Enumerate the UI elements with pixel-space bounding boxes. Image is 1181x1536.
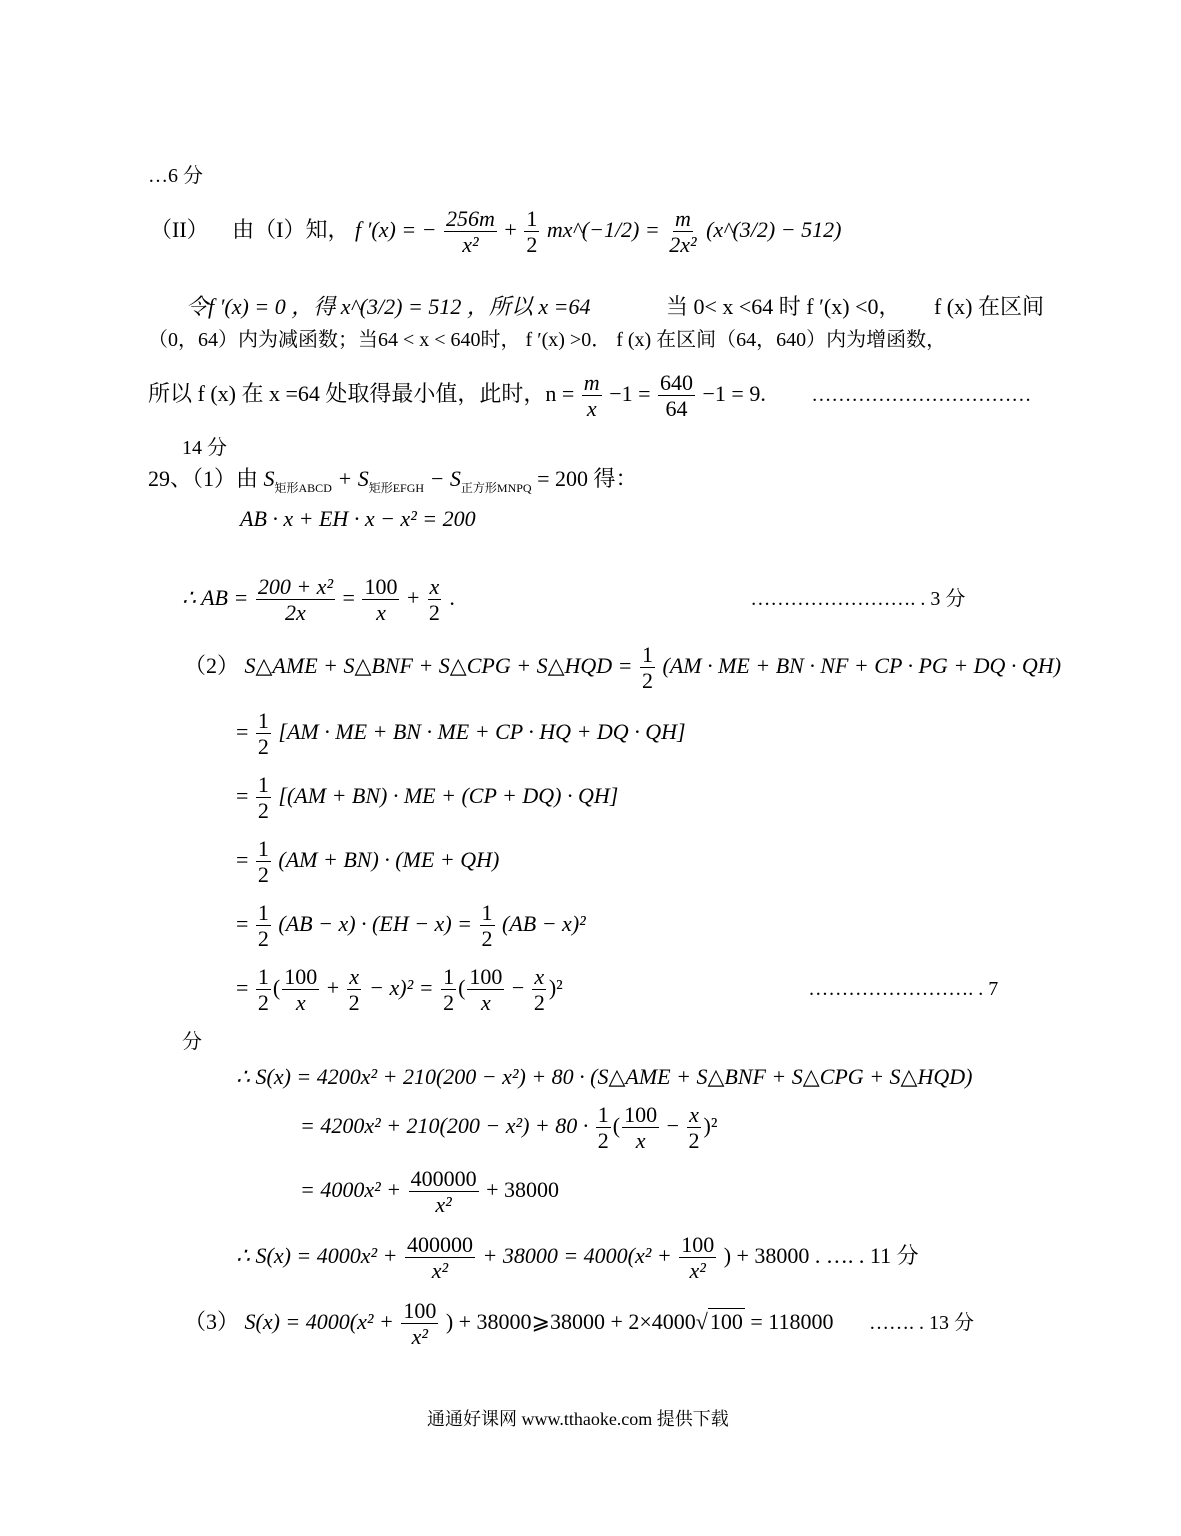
denominator: 2 xyxy=(257,990,269,1016)
fraction xyxy=(441,964,456,1016)
numerator: 100 xyxy=(681,1232,715,1257)
line-part3 xyxy=(184,1298,974,1350)
line-derivative xyxy=(150,206,841,258)
math: = 118000 xyxy=(750,1308,834,1334)
math: AB · x + EH · x − x² = 200 xyxy=(240,506,476,531)
math: ∴ S(x) = 4200x² + 210(200 − x²) + 80 · (S△AME + S△BNF + S△CPG + S△HQD) xyxy=(236,1064,973,1089)
math: = 200 得： xyxy=(537,466,638,491)
line-score-14 xyxy=(182,438,227,458)
fraction xyxy=(401,1298,438,1350)
denominator: 2 xyxy=(597,1128,609,1154)
math: 100 xyxy=(709,1308,743,1334)
math: ) + 38000⩾38000 + 2×4000 xyxy=(445,1308,696,1334)
numerator: 400000 xyxy=(410,1166,477,1191)
text: 29、（1）由 xyxy=(148,466,259,491)
numerator: m xyxy=(674,206,691,231)
fraction xyxy=(256,772,271,824)
denominator: 2 xyxy=(257,798,269,824)
denominator: x xyxy=(481,990,491,1016)
fraction xyxy=(582,370,602,422)
denominator: 2 xyxy=(688,1128,700,1154)
numerator: 200 + x² xyxy=(257,574,334,599)
math: (AB − x)² xyxy=(502,910,586,936)
footer xyxy=(427,1410,729,1428)
fraction xyxy=(256,900,271,952)
leader-dots: …………………………… xyxy=(811,383,1032,406)
math: )² xyxy=(548,974,563,1000)
denominator: x xyxy=(635,1128,646,1154)
sqrt-icon: √ xyxy=(695,1308,708,1334)
fraction xyxy=(679,1232,716,1284)
math: + 38000 = 4000(x² + xyxy=(482,1242,672,1268)
math: = xyxy=(236,974,249,1000)
math: + xyxy=(504,216,517,242)
leader-dots: ……………………. . 3 分 xyxy=(750,587,966,610)
math: = xyxy=(342,584,355,610)
line-score-unit xyxy=(182,1032,202,1052)
math: S(x) = 4000(x² + xyxy=(244,1308,394,1334)
numerator: 640 xyxy=(660,370,694,395)
line-minimum xyxy=(148,370,1031,422)
math: + 38000 xyxy=(486,1176,559,1202)
numerator: 100 xyxy=(284,964,318,989)
math: = xyxy=(236,782,249,808)
denominator: x xyxy=(376,600,386,626)
math: ) + 38000 . …. . 11 分 xyxy=(723,1242,919,1268)
subscript: 正方形MNPQ xyxy=(460,481,532,495)
math: = xyxy=(236,846,249,872)
math: − x)² = xyxy=(369,974,434,1000)
numerator: x xyxy=(689,1102,699,1127)
denominator: 64 xyxy=(665,396,688,422)
fraction xyxy=(658,370,695,422)
numerator: 100 xyxy=(469,964,503,989)
math: − xyxy=(666,1112,680,1138)
text: （0，64）内为减函数；当64 < x < 640时， f ′(x) >0． f (x) 在区间（64，640）内为增函数， xyxy=(148,329,947,351)
line-step4 xyxy=(236,900,586,952)
text: 由（I）知， xyxy=(232,216,350,242)
denominator: x² xyxy=(411,1324,428,1350)
math: . xyxy=(449,584,455,610)
numerator: 1 xyxy=(443,964,455,989)
numerator: x xyxy=(429,574,440,599)
math: S xyxy=(263,466,275,491)
math: (x^(3/2) − 512) xyxy=(706,216,842,242)
subscript: 矩形ABCD xyxy=(274,481,332,495)
math: S△AME + S△BNF + S△CPG + S△HQD = xyxy=(244,652,633,678)
fraction xyxy=(427,574,442,626)
fraction xyxy=(667,206,698,258)
math: (AM · ME + BN · NF + CP · PG + DQ · QH) xyxy=(662,652,1062,678)
math: [AM · ME + BN · ME + CP · HQ + DQ · QH] xyxy=(278,718,686,744)
line-monotonic xyxy=(148,330,946,350)
line-step3 xyxy=(236,836,499,888)
text: 所以 f (x) 在 x =64 处取得最小值，此时，n = xyxy=(148,380,575,406)
numerator: 1 xyxy=(481,900,493,925)
numerator: 100 xyxy=(364,574,398,599)
fraction xyxy=(640,642,655,694)
fraction xyxy=(532,964,547,1016)
fraction xyxy=(347,964,362,1016)
denominator: x² xyxy=(462,232,479,258)
fraction xyxy=(282,964,319,1016)
fraction xyxy=(622,1102,659,1154)
math: f ′(x) = − xyxy=(354,216,437,242)
numerator: 100 xyxy=(403,1298,437,1323)
leader-dots: ……………………. . 7 xyxy=(808,977,999,1000)
line-sx-final xyxy=(236,1232,919,1284)
fraction xyxy=(256,574,335,626)
math: ( xyxy=(612,1112,621,1138)
math: = 4200x² + 210(200 − x²) + 80 · xyxy=(300,1112,589,1138)
math: ∴ S(x) = 4000x² + xyxy=(236,1242,398,1268)
numerator: 1 xyxy=(642,642,653,667)
numerator: 1 xyxy=(257,772,269,797)
denominator: 2 xyxy=(526,232,538,258)
numerator: 1 xyxy=(257,964,269,989)
math: −1 = 9. xyxy=(702,380,766,406)
denominator: 2 xyxy=(443,990,455,1016)
denominator: x xyxy=(586,396,597,422)
math: = 4000x² + xyxy=(300,1176,402,1202)
numerator: 1 xyxy=(257,708,269,733)
line-critical-point xyxy=(186,296,1044,318)
text: 当 0< x <64 时 f ′(x) <0， xyxy=(665,294,901,319)
denominator: 2x xyxy=(285,600,306,626)
line-sx-3 xyxy=(300,1166,559,1218)
numerator: x xyxy=(534,964,545,989)
numerator: 1 xyxy=(597,1102,609,1127)
math: ( xyxy=(458,974,466,1000)
numerator: x xyxy=(349,964,360,989)
line-step1 xyxy=(236,708,686,760)
part-label: （3） xyxy=(184,1308,240,1334)
math: ∴ AB = xyxy=(182,584,249,610)
math: + xyxy=(406,584,420,610)
footer-text: 通通好课网 www.tthaoke.com 提供下载 xyxy=(427,1409,729,1429)
denominator: 2 xyxy=(428,600,440,626)
numerator: 1 xyxy=(257,900,269,925)
text: 分 xyxy=(182,1031,202,1053)
math: = xyxy=(236,718,249,744)
fraction xyxy=(256,836,271,888)
numerator: 100 xyxy=(624,1102,658,1127)
math: = xyxy=(236,910,249,936)
math: (AB − x) · (EH − x) = xyxy=(278,910,472,936)
fraction xyxy=(687,1102,702,1154)
line-ab xyxy=(182,574,965,626)
numerator: 256m xyxy=(446,206,495,231)
part-label: （II） xyxy=(150,216,209,242)
numerator: m xyxy=(583,370,600,395)
denominator: 2 xyxy=(481,926,493,952)
fraction xyxy=(596,1102,611,1154)
math: ( xyxy=(272,974,281,1000)
text: 14 分 xyxy=(182,437,227,459)
denominator: 2x² xyxy=(669,232,697,258)
math: − S xyxy=(429,466,461,491)
denominator: 2 xyxy=(257,734,269,760)
fraction xyxy=(444,206,497,258)
denominator: 2 xyxy=(533,990,545,1016)
line-part2 xyxy=(184,642,1061,694)
line-step5 xyxy=(236,964,998,1016)
denominator: 2 xyxy=(257,926,269,952)
denominator: x xyxy=(295,990,306,1016)
line-problem-29 xyxy=(148,468,638,494)
denominator: 2 xyxy=(348,990,360,1016)
fraction xyxy=(256,708,271,760)
denominator: x² xyxy=(435,1192,452,1218)
math: −1 = xyxy=(609,380,651,406)
numerator: 1 xyxy=(257,836,269,861)
math: mx^(−1/2) = xyxy=(546,216,660,242)
denominator: x² xyxy=(689,1258,706,1284)
fraction xyxy=(256,964,271,1016)
fraction xyxy=(467,964,504,1016)
numerator: 400000 xyxy=(406,1232,473,1257)
numerator: 1 xyxy=(526,206,538,231)
denominator: x² xyxy=(431,1258,449,1284)
line-sx-1 xyxy=(236,1066,972,1088)
math: )² xyxy=(703,1112,718,1138)
denominator: 2 xyxy=(257,862,269,888)
fraction xyxy=(409,1166,479,1218)
text: f (x) 在区间 xyxy=(933,294,1044,319)
text: 令f ′(x) = 0 ，得 x^(3/2) = 512 ，所以 x =64 xyxy=(186,294,591,319)
math: (AM + BN) · (ME + QH) xyxy=(278,846,500,872)
part-label: （2） xyxy=(184,652,240,678)
line-score-6 xyxy=(148,166,203,186)
line-sx-2 xyxy=(300,1102,717,1154)
math: + xyxy=(326,974,340,1000)
math: + S xyxy=(337,466,369,491)
fraction xyxy=(405,1232,475,1284)
line-area-eq xyxy=(240,508,476,530)
leader-dots: ……. . 13 分 xyxy=(868,1311,974,1334)
math: [(AM + BN) · ME + (CP + DQ) · QH] xyxy=(278,782,619,808)
line-step2 xyxy=(236,772,618,824)
text: …6 分 xyxy=(148,165,203,187)
fraction xyxy=(524,206,539,258)
fraction xyxy=(480,900,495,952)
denominator: 2 xyxy=(642,668,653,694)
math: − xyxy=(511,974,525,1000)
fraction xyxy=(362,574,399,626)
subscript: 矩形EFGH xyxy=(368,481,425,495)
